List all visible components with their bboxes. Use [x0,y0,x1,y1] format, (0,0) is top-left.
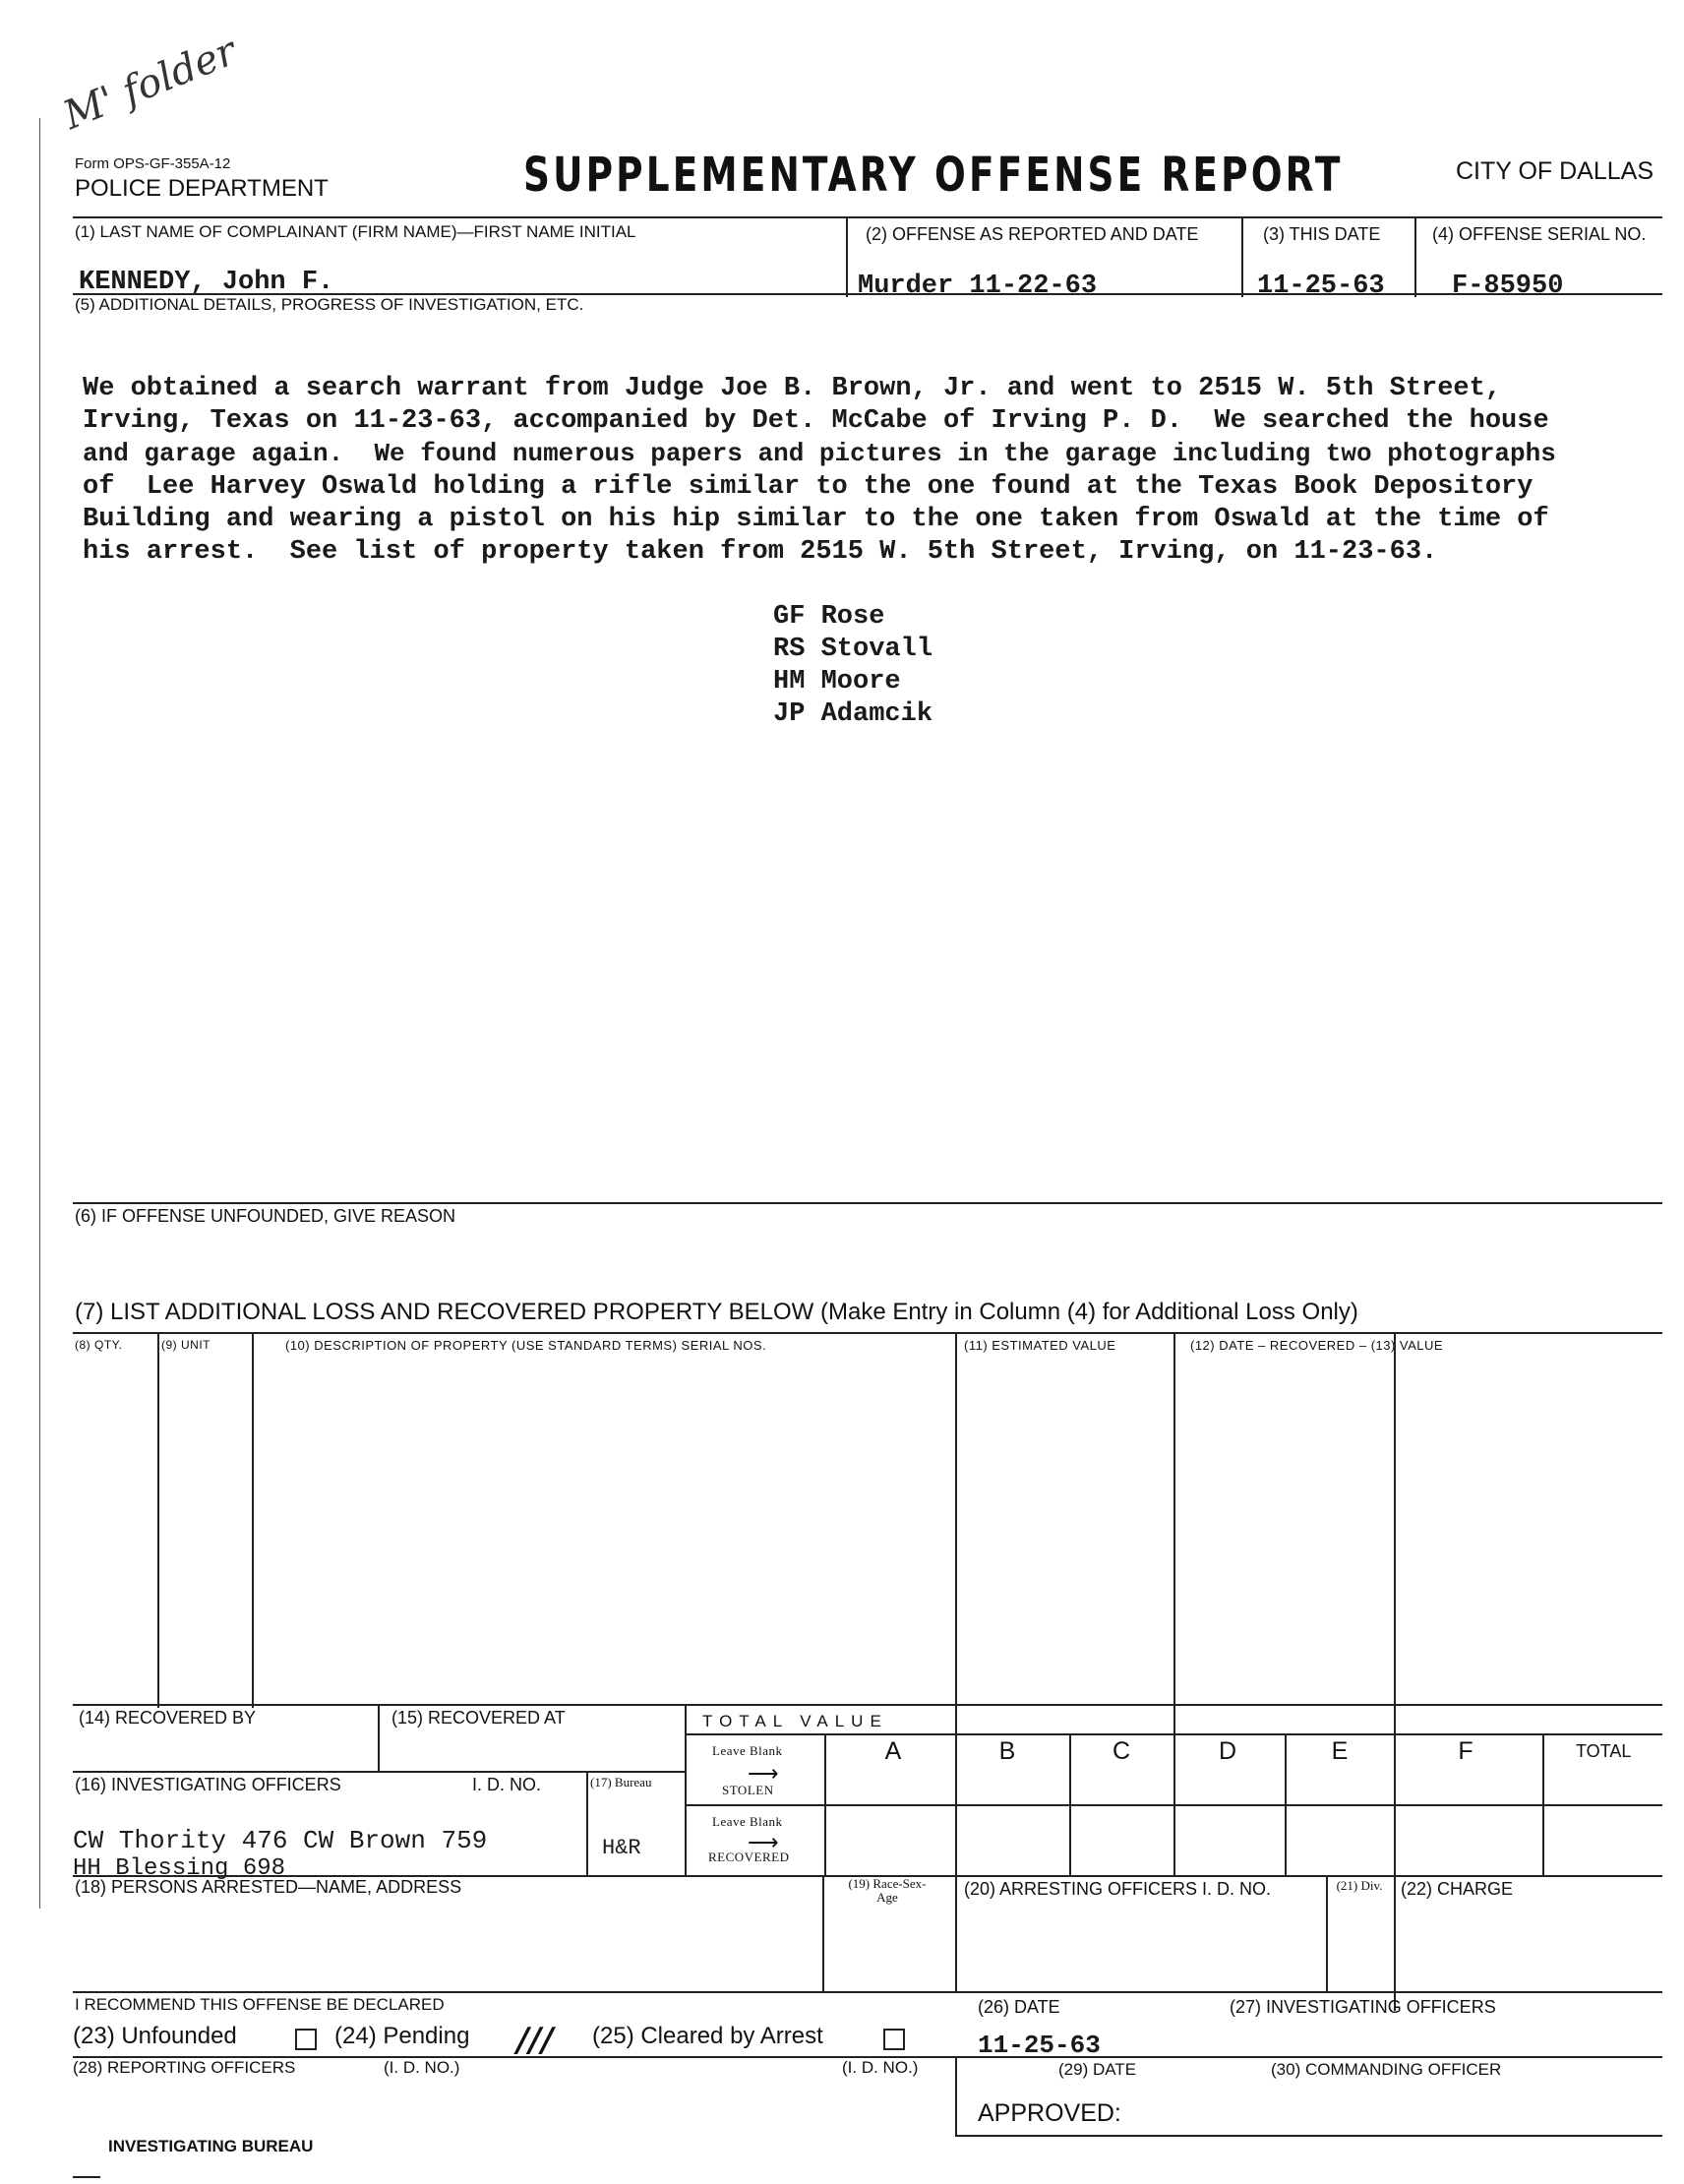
cleared-checkbox[interactable] [883,2029,905,2050]
narrative-line: his arrest. See list of property taken from 2515 W. 5th Street, Irving, on 11-23-63. [83,537,1438,567]
col-a: A [884,1737,902,1765]
signature-line: JP Adamcik [773,699,933,729]
race-sex-age-label: (19) Race-Sex-Age [848,1876,927,1905]
col-f: F [1458,1737,1474,1765]
section-6-label: (6) IF OFFENSE UNFOUNDED, GIVE REASON [75,1206,456,1226]
rule [157,1334,159,1708]
date-26-value: 11-25-63 [978,2031,1101,2060]
rule [1326,1877,1328,1991]
leave-blank-2: Leave Blank [712,1814,783,1829]
narrative-line: Building and wearing a pistol on his hip similar to the one taken from Oswald at the time of [83,505,1549,534]
col-date-recovered-label: (12) DATE – RECOVERED – (13) VALUE [1190,1338,1444,1353]
field-5-label: (5) ADDITIONAL DETAILS, PROGRESS OF INVESTIGATION, ETC. [75,295,584,314]
unfounded-checkbox[interactable] [295,2029,317,2050]
idno-1-label: (I. D. NO.) [384,2058,460,2077]
rule [846,218,848,297]
narrative-line: of Lee Harvey Oswald holding a rifle similar to the one found at the Texas Book Depository [83,472,1534,502]
narrative-line: and garage again. We found numerous papers and pictures in the garage including two photographs [83,439,1556,468]
leave-blank-1: Leave Blank [712,1743,783,1758]
signature-line: RS Stovall [773,635,933,664]
col-estimated-value-label: (11) ESTIMATED VALUE [964,1338,1116,1353]
complainant-value: KENNEDY, John F. [79,268,334,297]
rule [955,2056,957,2135]
rule [73,1991,1662,1993]
col-total: TOTAL [1576,1741,1632,1761]
offense-value: Murder 11-22-63 [858,272,1098,301]
commanding-officer-label: (30) COMMANDING OFFICER [1271,2060,1502,2079]
pending-label: (24) Pending [334,2023,470,2049]
col-qty-label: (8) QTY. [75,1338,123,1352]
recovered-at-label: (15) RECOVERED AT [391,1708,566,1728]
charge-label: (22) CHARGE [1401,1879,1514,1899]
rule [378,1706,380,1771]
rule [73,216,1662,218]
unfounded-label: (23) Unfounded [73,2023,237,2049]
pending-checkmark[interactable]: /// [516,2021,554,2060]
bureau-label: (17) Bureau [590,1775,652,1790]
recovered-by-label: (14) RECOVERED BY [79,1708,257,1728]
rule [586,1771,588,1875]
field-3-label: (3) THIS DATE [1263,224,1381,244]
rule [73,2176,100,2178]
arresting-officers-label: (20) ARRESTING OFFICERS I. D. NO. [964,1879,1272,1899]
stolen-label: STOLEN [722,1783,774,1797]
left-margin-line [39,118,40,1909]
investigating-officers-27-label: (27) INVESTIGATING OFFICERS [1230,1997,1496,2017]
investigating-bureau-label: INVESTIGATING BUREAU [108,2137,314,2155]
approved-label: APPROVED: [978,2099,1121,2127]
rule [955,1334,957,1875]
col-e: E [1331,1737,1349,1765]
col-d: D [1218,1737,1237,1765]
rule [252,1334,254,1708]
rule [1394,1334,1396,2011]
total-value-label: TOTAL VALUE [702,1712,888,1730]
col-unit-label: (9) UNIT [161,1338,210,1352]
department: POLICE DEPARTMENT [75,175,329,202]
rule [685,1706,687,1875]
page-title: SUPPLEMENTARY OFFENSE REPORT [523,148,1344,203]
handwritten-note: M' folder [57,29,243,139]
section-7-label: (7) LIST ADDITIONAL LOSS AND RECOVERED PROPERTY BELOW (Make Entry in Column (4) for Additional Loss Only) [75,1299,1358,1325]
id-no-label: I. D. NO. [472,1775,542,1794]
rule [73,1704,1662,1706]
rule [955,2135,1662,2137]
rule [73,1332,1662,1334]
col-description-label: (10) DESCRIPTION OF PROPERTY (USE STANDARD TERMS) SERIAL NOS. [285,1338,767,1353]
rule [1414,218,1416,297]
col-b: B [998,1737,1016,1765]
rule [1173,1334,1175,1875]
officer-line-1: CW Thority 476 CW Brown 759 [73,1826,488,1855]
rule [73,1771,685,1773]
narrative-line: We obtained a search warrant from Judge Joe B. Brown, Jr. and went to 2515 W. 5th Street, [83,374,1502,403]
field-4-label: (4) OFFENSE SERIAL NO. [1432,224,1647,244]
recommend-label: I RECOMMEND THIS OFFENSE BE DECLARED [75,1995,445,2014]
date-26-label: (26) DATE [978,1997,1060,2017]
field-1-label: (1) LAST NAME OF COMPLAINANT (FIRM NAME)—FIRST NAME INITIAL [75,222,636,241]
narrative-line: Irving, Texas on 11-23-63, accompanied by Det. McCabe of Irving P. D. We searched the house [83,406,1549,436]
officer-line-2: HH Blessing 698 [73,1855,286,1882]
col-c: C [1112,1737,1131,1765]
form-number: Form OPS-GF-355A-12 [75,155,231,172]
recovered-label: RECOVERED [708,1850,790,1864]
field-2-label: (2) OFFENSE AS REPORTED AND DATE [866,224,1199,244]
rule [685,1733,1662,1735]
persons-arrested-label: (18) PERSONS ARRESTED—NAME, ADDRESS [75,1877,462,1897]
this-date-value: 11-25-63 [1257,272,1385,301]
arrow-right-icon: ⟶ [748,1830,779,1854]
cleared-by-arrest-label: (25) Cleared by Arrest [592,2023,823,2049]
rule [1241,218,1243,297]
rule [685,1804,1662,1806]
rule [73,1202,1662,1204]
idno-2-label: (I. D. NO.) [842,2058,919,2077]
div-label: (21) Div. [1336,1878,1383,1893]
rule [955,1877,957,1991]
serial-value: F-85950 [1452,272,1564,301]
reporting-officers-label: (28) REPORTING OFFICERS [73,2058,296,2077]
signature-line: GF Rose [773,602,885,632]
rule [822,1877,824,1991]
investigating-officers-label: (16) INVESTIGATING OFFICERS [75,1775,341,1794]
signature-line: HM Moore [773,667,901,697]
arrow-right-icon: ⟶ [748,1761,779,1786]
bureau-value: H&R [602,1836,641,1860]
city: CITY OF DALLAS [1456,157,1654,185]
date-29-label: (29) DATE [1058,2060,1137,2079]
